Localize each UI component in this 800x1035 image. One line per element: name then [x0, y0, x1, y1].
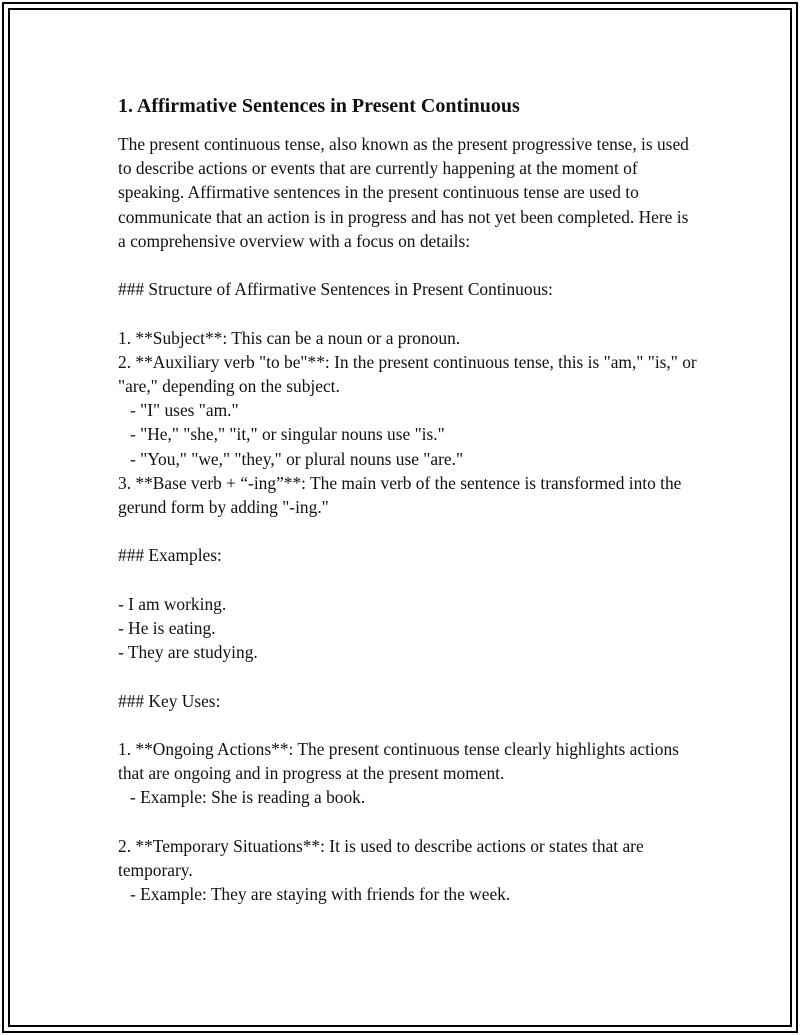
structure-heading: ### Structure of Affirmative Sentences in Present Continuous: — [118, 279, 553, 300]
examples-heading: ### Examples: — [118, 545, 222, 566]
example-item: - They are studying. — [118, 642, 258, 663]
document-body — [118, 92, 698, 906]
use-example-temporary: - Example: They are staying with friends for the week. — [130, 884, 511, 905]
document-title: 1. Affirmative Sentences in Present Continuous — [118, 95, 520, 117]
spacer — [118, 568, 698, 592]
structure-item-subject: 1. **Subject**: This can be a noun or a pronoun. — [118, 327, 461, 348]
spacer — [118, 519, 698, 543]
uses-heading: ### Key Uses: — [118, 690, 221, 711]
spacer — [118, 713, 698, 737]
structure-subitem-am: - "I" uses "am." — [130, 400, 239, 421]
use-example-ongoing: - Example: She is reading a book. — [130, 787, 366, 808]
structure-item-base-verb: 3. **Base verb + “-ing”**: The main verb of the sentence is transformed into the gerund form by adding "-ing." — [118, 472, 682, 518]
spacer — [118, 253, 698, 277]
use-item-ongoing: 1. **Ongoing Actions**: The present continuous tense clearly highlights actions that are ongoing and in progress at the present moment. — [118, 738, 679, 784]
structure-subitem-is: - "He," "she," "it," or singular nouns use "is." — [130, 424, 445, 445]
spacer — [118, 301, 698, 325]
intro-paragraph: The present continuous tense, also known as the present progressive tense, is used to describe actions or events that are currently happening at the moment of speaking. Affirmative sentences in the present continuous tense are used to communicate that an action is in progress and has not yet been completed. Here is a comprehensive overview with a focus on details: — [118, 134, 689, 251]
example-item: - He is eating. — [118, 618, 216, 638]
structure-subitem-are: - "You," "we," "they," or plural nouns use "are." — [130, 448, 464, 469]
example-item: - I am working. — [118, 593, 227, 614]
use-item-temporary: 2. **Temporary Situations**: It is used to describe actions or states that are temporary. — [118, 835, 644, 880]
structure-item-auxiliary: 2. **Auxiliary verb "to be"**: In the present continuous tense, this is "am," "is," or "are," depending on the subject. — [118, 351, 697, 396]
spacer — [118, 664, 698, 688]
spacer — [118, 810, 698, 834]
